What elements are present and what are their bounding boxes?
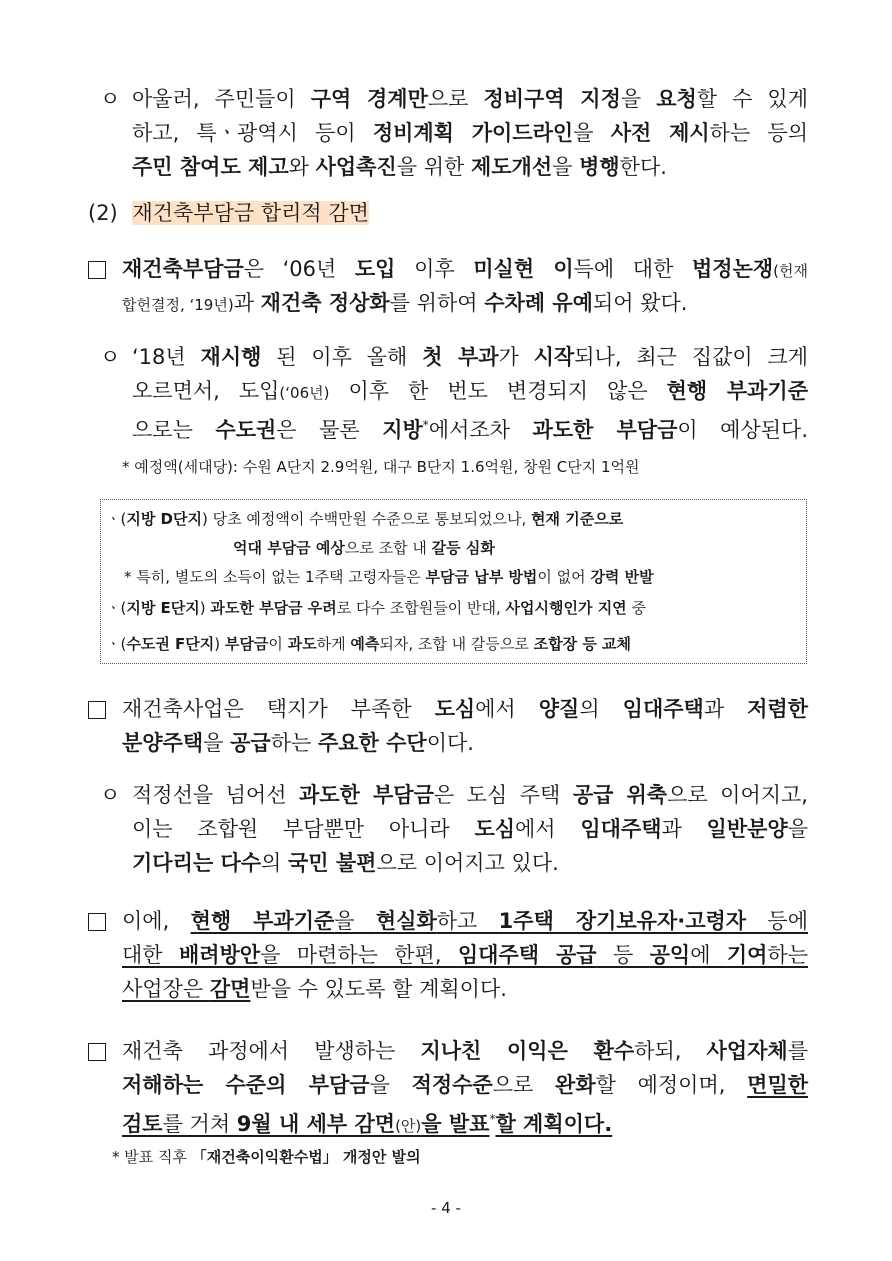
s2a-line-2: 이는 조합원 부담뿐만 아니라 도심에서 임대주택과 일반분양을 — [132, 817, 808, 841]
box-item-d: ㆍ(지방 D단지) 당초 예정액이 수백만원 수준으로 통보되었으나, 현재 기준으로 — [106, 510, 624, 528]
s1a-line-1: ‘18년 재시행 된 이후 올해 첫 부과가 시작되나, 최근 집값이 크게 — [132, 345, 809, 369]
s4-line-2: 저해하는 수준의 부담금을 적정수준으로 완화할 예정이며, 면밀한 — [122, 1073, 809, 1097]
box-item-d-cont: 억대 부담금 예상으로 조합 내 갈등 심화 — [233, 539, 495, 557]
example-note: * 예정액(세대당): 수원 A단지 2.9억원, 대구 B단지 1.6억원, 창원 C단지 1억원 — [122, 458, 640, 476]
circle-bullet: ㅇ — [100, 345, 121, 369]
square-bullet — [88, 1043, 106, 1061]
s1-line-1: 재건축부담금은 ‘06년 도입 이후 미실현 이득에 대한 법정논쟁(헌재 — [122, 257, 808, 281]
box-item-f: ㆍ(수도권 F단지) 부담금이 과도하게 예측되자, 조합 내 갈등으로 조합장 등 교체 — [106, 635, 632, 653]
square-bullet — [88, 913, 106, 931]
s2a-line-1: 적정선을 넘어선 과도한 부담금은 도심 주택 공급 위축으로 이어지고, — [132, 783, 808, 807]
page-number: - 4 - — [431, 1199, 461, 1217]
s2-line-2: 분양주택을 공급하는 주요한 수단이다. — [122, 731, 474, 755]
s3-line-3: 사업장은 감면받을 수 있도록 할 계획이다. — [122, 977, 507, 1001]
s4-line-1: 재건축 과정에서 발생하는 지나친 이익은 환수하되, 사업자체를 — [122, 1039, 808, 1063]
p1-line-2: 하고, 특ㆍ광역시 등이 정비계획 가이드라인을 사전 제시하는 등의 — [132, 121, 808, 145]
s1-line-2: 합헌결정, ‘19년)과 재건축 정상화를 위하여 수차례 유예되어 왔다. — [122, 291, 688, 315]
section-heading — [88, 198, 369, 228]
square-bullet — [88, 701, 106, 719]
s4-line-3: 검토를 거쳐 9월 내 세부 감면(안)을 발표*할 계획이다. — [122, 1112, 613, 1136]
box-item-e: ㆍ(지방 E단지) 과도한 부담금 우려로 다수 조합원들이 반대, 사업시행인가 지연 중 — [106, 599, 646, 617]
p1-line-3: 주민 참여도 제고와 사업촉진을 위한 제도개선을 병행한다. — [132, 155, 667, 179]
circle-bullet: ㅇ — [100, 783, 121, 807]
section-number: (2) — [88, 201, 118, 225]
s1a-line-3: 으로는 수도권은 물론 지방*에서조차 과도한 부담금이 예상된다. — [132, 418, 808, 442]
section-title: 재건축부담금 합리적 감면 — [132, 201, 369, 225]
box-item-d-note: * 특히, 별도의 소득이 없는 1주택 고령자들은 부담금 납부 방법이 없어 강력 반발 — [124, 568, 654, 586]
s3-line-1: 이에, 현행 부과기준을 현실화하고 1주택 장기보유자·고령자 등에 — [122, 909, 808, 933]
s2a-line-3: 기다리는 다수의 국민 불편으로 이어지고 있다. — [132, 851, 559, 875]
p1-line-1: 아울러, 주민들이 구역 경계만으로 정비구역 지정을 요청할 수 있게 — [132, 87, 808, 111]
s3-line-2: 대한 배려방안을 마련하는 한편, 임대주택 공급 등 공익에 기여하는 — [122, 943, 808, 967]
s1a-line-2: 오르면서, 도입(‘06년) 이후 한 번도 변경되지 않은 현행 부과기준 — [132, 379, 808, 403]
circle-bullet: ㅇ — [100, 87, 121, 111]
square-bullet — [88, 261, 106, 279]
s2-line-1: 재건축사업은 택지가 부족한 도심에서 양질의 임대주택과 저렴한 — [122, 697, 808, 721]
announcement-note: * 발표 직후 「재건축이익환수법」 개정안 발의 — [112, 1148, 421, 1166]
